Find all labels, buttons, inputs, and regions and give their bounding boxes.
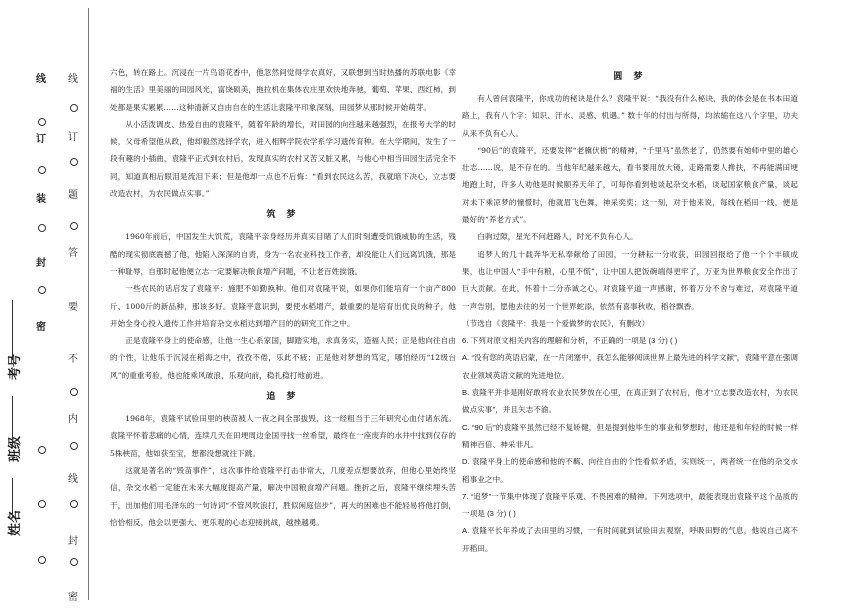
binding-circle (38, 556, 46, 564)
paragraph: 追梦人的几十载奔华无私奉献给了田园，一分耕耘一分收获，田园回报给了他一个个丰硕成果，也让中国人“手中有粮，心里不慌”，让中国人把饭碗端得更牢了，万亚为世界粮食安全作出了巨大贡献。在此，怀着十二分赤诚之心，对袁隆平道一声感谢，怀着万分不舍与难过，对袁隆平道一声告别，愿他去往的另一个世界蛇添，依然有喜事秋收，稻谷飘香。 (462, 249, 798, 311)
paragraph: 从小活泼调皮、热爱自由的袁隆平，随着年龄的增长，对田园的向往越来越强烈，在报考大学的时候，父母希望他从政，他却毅然选择学农，进入相辉学院农学系学习遗传育种。在大学期间，发生了一段有趣的小插曲，袁隆平正式到农村后，发现真实的农村又苦又脏又累，与他心中相当田园生活完全不同，知道真相后眼泪是流泪下来；但是他却一点也不后悔：“看到农民这么苦，我就暗下决心，立志要改造农村，为农民做点实事。” (110, 119, 456, 199)
paragraph: 1960年前后，中国发生大饥荒，袁隆平亲身经历并真实目睹了人们时刻遭受饥饿威胁的生活，残酷的现实彻底震撼了他，他陷入深深的自责，身为一名农业科技工作者，却没能让人们远离饥饿，那是一种耻辱，自那时起他便立志一定要解决粮食增产问题，不让老百姓挨饿。 (110, 232, 456, 276)
binding-circle (38, 500, 46, 508)
name-label: 姓名 (8, 509, 23, 536)
binding-circle (38, 166, 46, 174)
binding-circle (70, 388, 78, 396)
paragraph: 这就是著名的“毁苗事件”，这次事件给袁隆平打击非常大，几度差点想要放弃，但他心里始终坚信，杂交水稻一定能在未来大幅度提高产量，解决中国粮食增产问题。挫折之后，袁隆平继续埋头苦干，出加他们用毛泽东的一句诗词“不管风吹浪打，胜似闲庭信步”，再大的困难也不能轻易将他打倒，恰恰相反，他会以更强大、更乐观的心态迎接挑战，越挫越勇。 (110, 465, 456, 527)
class-label: 班级 (8, 435, 23, 462)
binding-circle (70, 222, 78, 230)
paragraph: “90后”的袁隆平，还要发挥“老骥伏枥”的精神，“千里马”虽然老了，仍然要有她师中里的雄心壮志……说，是不存在的。当他年纪越来越大，看书要用放大镜，走路需要人搀扶，不再能满田埂地跑上时，许多人劝他是时候颐养天年了，可每你看到他谈起杂交水稻，谈起国家粮食产量，谈起对未下乘凉梦的憧憬时，他就眉飞色舞，神采奕奕；这一刻，对于他来说，每线在稻田一线，便是最好的“养老方式”。 (462, 145, 798, 225)
question-6: 6. 下列对原文相关内容的理解和分析，不正确的一项是 (3 分) ( ) (462, 336, 678, 346)
exam-number-label: 考号 (8, 353, 23, 380)
source-citation: （节选自《袁隆平：我是一个爱做梦的农民》，有删改） (462, 318, 650, 328)
question-7: 7. “追梦”一节集中体现了袁隆平乐观、不畏困难的精神。下列选项中，最能表现出袁隆平这个品质的一项是 (3 分) ( ) (462, 491, 798, 519)
binding-margin (0, 0, 100, 608)
paragraph: 正是袁隆平身上的使命感，让他一生心系家国，脚踏实地，求真务实，造福人民；正是他向往自由的个性，让他乐于沉浸在稻海之中，孜孜不倦，乐此不疲；正是他对梦想的笃定，哪怕经历“12级台风”的重重考验，他也能乘风破浪，乐观向前，稳扎稳打地前进。 (110, 336, 456, 380)
margin-label: 内 (68, 414, 78, 425)
question-6-option-d: D. 袁隆平身上的使命感和他的不羁、向往自由的个性看似矛盾，实则统一，两者统一在他的杂交水稻事业之中。 (462, 457, 798, 484)
margin-label: 要 (68, 302, 78, 313)
binding-circle (70, 158, 78, 166)
name-blank (12, 478, 13, 518)
right-column (462, 64, 798, 557)
exam-number-blank (12, 300, 13, 360)
paragraph: 有人曾问袁隆平，你成功的秘诀是什么？袁隆平说：“我没有什么秘诀，我的体会是在书本田道路上，我有八个字：知识、汗水、灵感、机遇。” 数十年的付出与所得，均浓缩在这八个字里，功夫从来不负有心人。 (462, 94, 798, 138)
margin-label: 不 (68, 354, 78, 365)
margin-label: 线 (36, 74, 46, 85)
section-heading-zhumeng: 筑 梦 (266, 210, 300, 221)
paragraph: 白驹过隙，星光不问赶路人，时光不负有心人。 (477, 232, 638, 242)
margin-label: 订 (68, 132, 78, 143)
margin-label: 装 (36, 194, 46, 205)
margin-label: 线 (68, 74, 78, 85)
binding-circle (38, 446, 46, 454)
section-heading-zhuimeng: 追 梦 (266, 392, 300, 403)
margin-label: 订 (36, 134, 46, 145)
binding-circle (70, 558, 78, 566)
paragraph: 1968年，袁隆平试验田里的秧苗被人一夜之间全部拔毁，这一经粗当于三年研究心血付诸东流。袁隆平怀着悲痛的心情，连续几天在田埂周边金国寻找一丝希望，最终在一座废弃的水井中找到仅存的5株秧苗，他如获至宝，想都没想就往下跳。 (110, 414, 456, 458)
paragraph: 一些农民的话启发了袁隆平：施肥不如勤换种。他们对袁隆平说，如果你们能培育一个亩产800斤、1000斤的新品种，那该多好。袁隆平意识到，要使水稻增产，最重要的是培育出优良的种子，他开始全身心投入遗传工作并培育杂交水稻达到增产目的的研究工作之中。 (110, 284, 456, 328)
question-6-option-a: A. “没有您的英语启蒙，在一片闭塞中，我怎么能够阅读世界上最先进的科学文献”，袁隆平意在强调农业领域英语文献的先进地位。 (462, 353, 798, 380)
binding-circle (38, 224, 46, 232)
margin-label: 线 (68, 474, 78, 485)
question-6-option-c: C. “90 后”的袁隆平虽然已经不复矫健，但是提到他毕生的事业和梦想时，他还是和年轻的时候一样精神百倍、神采非凡。 (462, 422, 798, 449)
section-heading-yuanmeng: 圆 梦 (613, 72, 647, 82)
margin-label: 封 (36, 258, 46, 269)
binding-circle (38, 286, 46, 294)
margin-label: 密 (68, 592, 78, 603)
left-column (110, 64, 456, 531)
margin-label: 密 (36, 322, 46, 333)
binding-line (88, 8, 89, 600)
binding-circle (38, 118, 46, 126)
margin-label: 答 (68, 248, 78, 259)
question-7-option-a: A. 袁隆平长年养成了去田里的习惯，一有时间就到试验田去观察，呼吸田野的气息，他说自己离不开稻田。 (462, 526, 798, 553)
binding-circle (70, 500, 78, 508)
binding-circle (70, 442, 78, 450)
class-blank (12, 396, 13, 446)
margin-label: 题 (68, 190, 78, 201)
margin-label: 封 (68, 536, 78, 547)
question-6-option-b: B. 袁隆平并非是刚好敢将农业农民梦放在心里，在真正到了农村后，他才“立志要改造农村，为农民做点实事”，并且矢志不渝。 (462, 388, 798, 415)
paragraph: 六色，转在路上。沉浸在一片鸟语花香中，他忽然间觉得学农真好，又联想到当时热播的苏联电影《幸福的生活》里美丽的田园风光，富饶硕美，拖拉机在集体农庄里欢快地奔驰，葡萄、苹果、西红柿，到处都是果实累累……这种清新又自由自在的生活让袁隆平印象深刻，田园梦从那时候开始萌芽。 (110, 68, 456, 112)
binding-circle (70, 104, 78, 112)
